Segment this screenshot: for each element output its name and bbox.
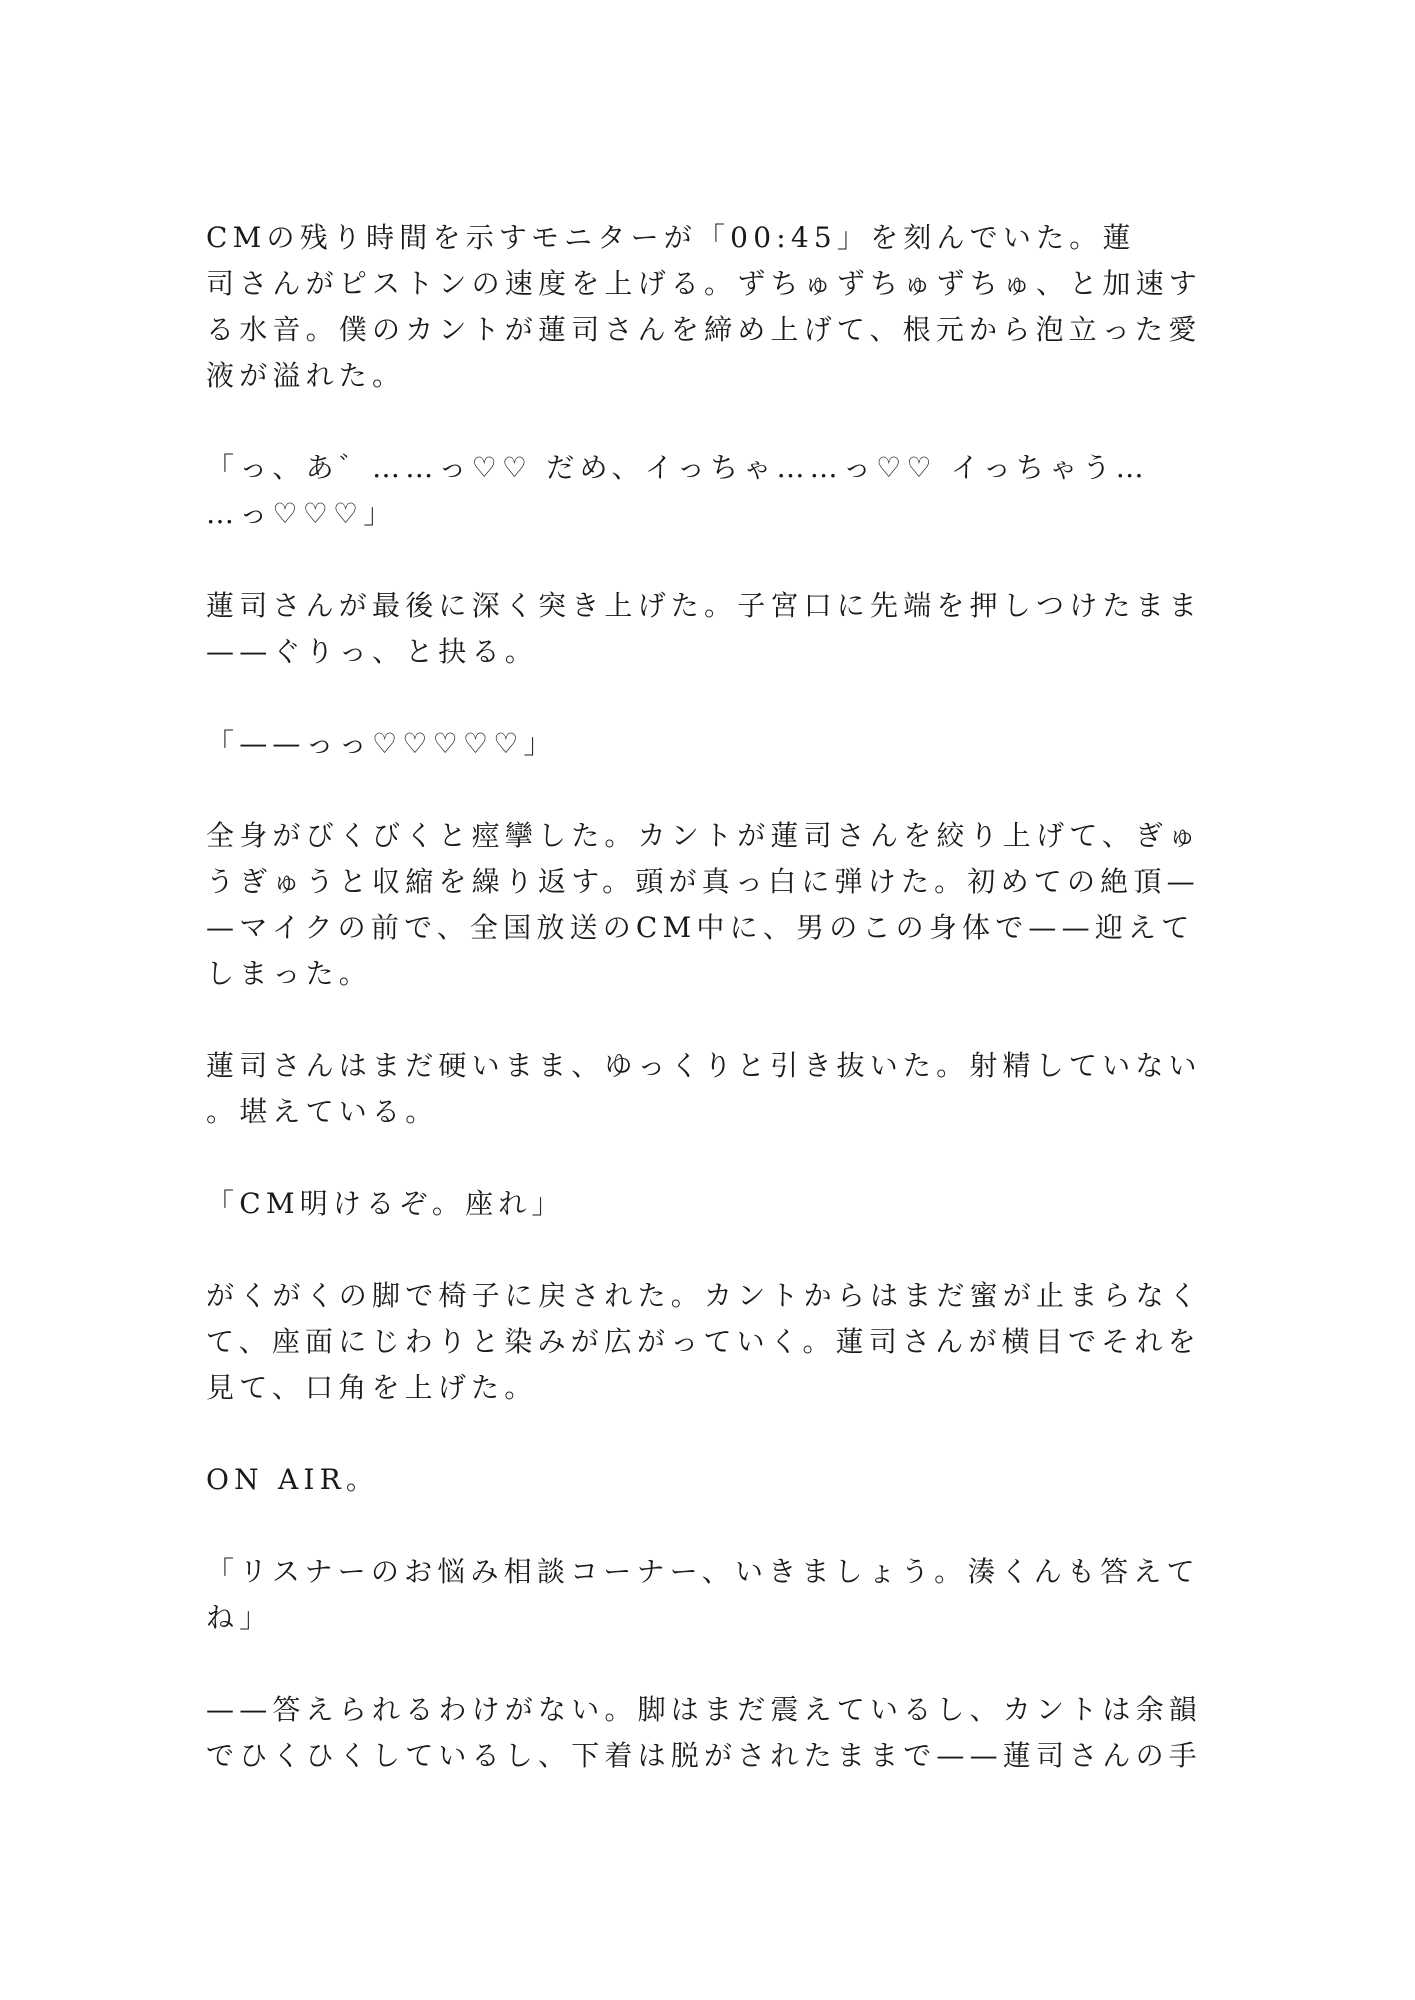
text-line: て、座面にじわりと染みが広がっていく。蓮司さんが横目でそれを [206,1325,1201,1358]
text-line: る水音。僕のカントが蓮司さんを締め上げて、根元から泡立った愛 [206,313,1202,346]
text-line: 「リスナーのお悩み相談コーナー、いきましょう。湊くんも答えて [206,1555,1200,1588]
text-line: ON AIR。 [206,1463,380,1496]
text-line: 「っ、あ゛……っ♡♡ だめ、イっちゃ……っ♡♡ イっちゃう… [206,451,1149,484]
text-line: —マイクの前で、全国放送のCM中に、男のこの身体で——迎えて [206,911,1195,944]
paragraph [206,1457,1206,1503]
text-line: …っ♡♡♡」 [206,497,397,530]
paragraph-spacer [206,399,1206,445]
text-line: ね」 [206,1601,273,1634]
paragraph [206,215,1206,399]
paragraph-spacer [206,1503,1206,1549]
text-line: CMの残り時間を示すモニターが「00:45」を刻んでいた。蓮 [206,221,1136,254]
text-line: うぎゅうと収縮を繰り返す。頭が真っ白に弾けた。初めての絶頂— [206,865,1200,898]
paragraph [206,1043,1206,1135]
paragraph-spacer [206,1135,1206,1181]
text-line: でひくひくしているし、下着は脱がされたままで——蓮司さんの手 [206,1739,1203,1772]
paragraph [206,813,1206,997]
paragraph [206,1549,1206,1641]
paragraph-spacer [206,675,1206,721]
paragraph [206,583,1206,675]
document-body [206,215,1206,1779]
paragraph [206,1181,1206,1227]
text-line: しまった。 [206,957,373,990]
paragraph-spacer [206,1641,1206,1687]
paragraph-spacer [206,997,1206,1043]
text-line: 「CM明けるぞ。座れ」 [206,1187,565,1220]
paragraph [206,1273,1206,1411]
paragraph-spacer [206,767,1206,813]
text-line: 。堪えている。 [206,1095,439,1128]
paragraph-spacer [206,1411,1206,1457]
paragraph [206,1687,1206,1779]
paragraph-spacer [206,1227,1206,1273]
text-line: がくがくの脚で椅子に戻された。カントからはまだ蜜が止まらなく [206,1279,1203,1312]
text-line: 見て、口角を上げた。 [206,1371,538,1404]
paragraph [206,445,1206,537]
paragraph-spacer [206,537,1206,583]
text-line: 全身がびくびくと痙攣した。カントが蓮司さんを絞り上げて、ぎゅ [206,819,1202,852]
text-line: 蓮司さんが最後に深く突き上げた。子宮口に先端を押しつけたまま [206,589,1203,622]
text-line: ——ぐりっ、と抉る。 [206,635,539,668]
text-line: 「——っっ♡♡♡♡♡」 [206,727,557,760]
paragraph [206,721,1206,767]
text-line: 蓮司さんはまだ硬いまま、ゆっくりと引き抜いた。射精していない [206,1049,1202,1082]
text-line: 司さんがピストンの速度を上げる。ずちゅずちゅずちゅ、と加速す [206,267,1203,300]
text-line: ——答えられるわけがない。脚はまだ震えているし、カントは余韻 [206,1693,1203,1726]
text-line: 液が溢れた。 [206,359,406,392]
